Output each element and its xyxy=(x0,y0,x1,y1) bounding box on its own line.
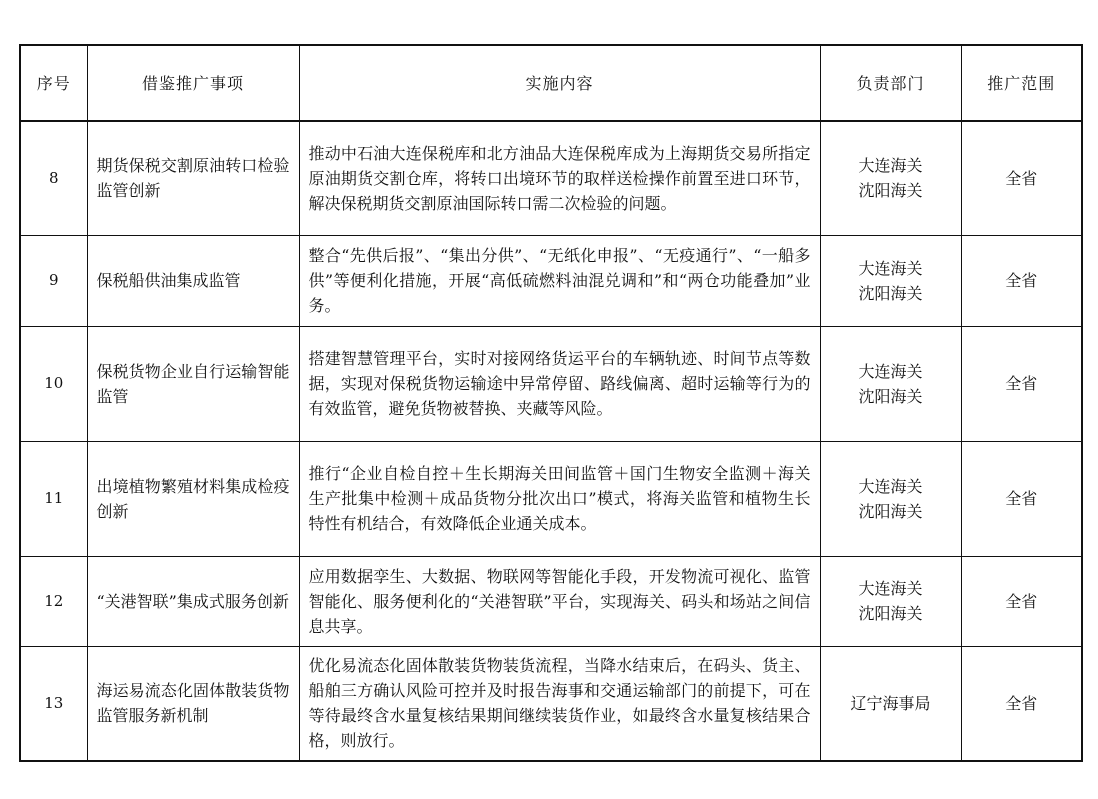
header-no: 序号 xyxy=(20,45,87,121)
row-item: 保税货物企业自行运输智能监管 xyxy=(87,326,299,441)
row-no: 10 xyxy=(20,326,87,441)
header-row xyxy=(20,45,1082,121)
table-body xyxy=(20,121,1082,761)
row-dept xyxy=(820,556,961,646)
table-row xyxy=(20,326,1082,441)
row-scope: 全省 xyxy=(961,441,1082,556)
table-row xyxy=(20,646,1082,761)
table-row xyxy=(20,556,1082,646)
dept-name: 大连海关 xyxy=(858,579,923,598)
row-no: 12 xyxy=(20,556,87,646)
row-content: 搭建智慧管理平台，实时对接网络货运平台的车辆轨迹、时间节点等数据，实现对保税货物运输途中异常停留、路线偏离、超时运输等行为的有效监管，避免货物被替换、夹藏等风险。 xyxy=(299,326,820,441)
dept-name: 沈阳海关 xyxy=(858,501,923,521)
dept-name: 大连海关 xyxy=(858,361,923,381)
dept-name: 沈阳海关 xyxy=(858,283,923,303)
row-item: 出境植物繁殖材料集成检疫创新 xyxy=(87,441,299,556)
row-item: 海运易流态化固体散装货物监管服务新机制 xyxy=(87,646,299,761)
row-dept xyxy=(820,326,961,441)
row-item: 保税船供油集成监管 xyxy=(87,235,299,326)
row-dept xyxy=(820,646,961,761)
row-content: 优化易流态化固体散装货物装货流程，当降水结束后，在码头、货主、船舶三方确认风险可控并及时报告海事和交通运输部门的前提下，可在等待最终含水量复核结果期间继续装货作业，如最终含水量复核结果合格，则放行。 xyxy=(299,646,820,761)
table-row xyxy=(20,235,1082,326)
row-item: “关港智联”集成式服务创新 xyxy=(87,556,299,646)
dept-name: 沈阳海关 xyxy=(858,386,923,406)
row-content: 整合“先供后报”、“集出分供”、“无纸化申报”、“无疫通行”、“一船多供”等便利化措施，开展“高低硫燃料油混兑调和”和“两仓功能叠加”业务。 xyxy=(299,235,820,326)
row-scope: 全省 xyxy=(961,235,1082,326)
row-scope: 全省 xyxy=(961,646,1082,761)
header-content: 实施内容 xyxy=(299,45,820,121)
dept-name: 沈阳海关 xyxy=(858,181,923,201)
dept-name: 辽宁海事局 xyxy=(850,693,931,713)
row-no: 8 xyxy=(20,121,87,235)
row-scope: 全省 xyxy=(961,556,1082,646)
row-dept xyxy=(820,441,961,556)
row-no: 9 xyxy=(20,235,87,326)
row-content: 应用数据孪生、大数据、物联网等智能化手段，开发物流可视化、监管智能化、服务便利化的“关港智联”平台，实现海关、码头和场站之间信息共享。 xyxy=(299,556,820,646)
policy-table xyxy=(19,44,1083,762)
row-dept xyxy=(820,235,961,326)
dept-name: 大连海关 xyxy=(858,476,923,496)
header-dept: 负责部门 xyxy=(820,45,961,121)
table-row xyxy=(20,441,1082,556)
row-item: 期货保税交割原油转口检验监管创新 xyxy=(87,121,299,235)
row-scope: 全省 xyxy=(961,121,1082,235)
table-header xyxy=(20,45,1082,121)
row-scope: 全省 xyxy=(961,326,1082,441)
row-no: 11 xyxy=(20,441,87,556)
dept-name: 大连海关 xyxy=(858,156,923,176)
row-content: 推动中石油大连保税库和北方油品大连保税库成为上海期货交易所指定原油期货交割仓库，将转口出境环节的取样送检操作前置至进口环节，解决保税期货交割原油国际转口需二次检验的问题。 xyxy=(299,121,820,235)
row-content: 推行“企业自检自控＋生长期海关田间监管＋国门生物安全监测＋海关生产批集中检测＋成品货物分批次出口”模式，将海关监管和植物生长特性有机结合，有效降低企业通关成本。 xyxy=(299,441,820,556)
header-scope: 推广范围 xyxy=(961,45,1082,121)
table-row xyxy=(20,121,1082,235)
dept-name: 大连海关 xyxy=(858,258,923,278)
header-item: 借鉴推广事项 xyxy=(87,45,299,121)
row-no: 13 xyxy=(20,646,87,761)
dept-name: 沈阳海关 xyxy=(858,604,923,623)
row-dept xyxy=(820,121,961,235)
